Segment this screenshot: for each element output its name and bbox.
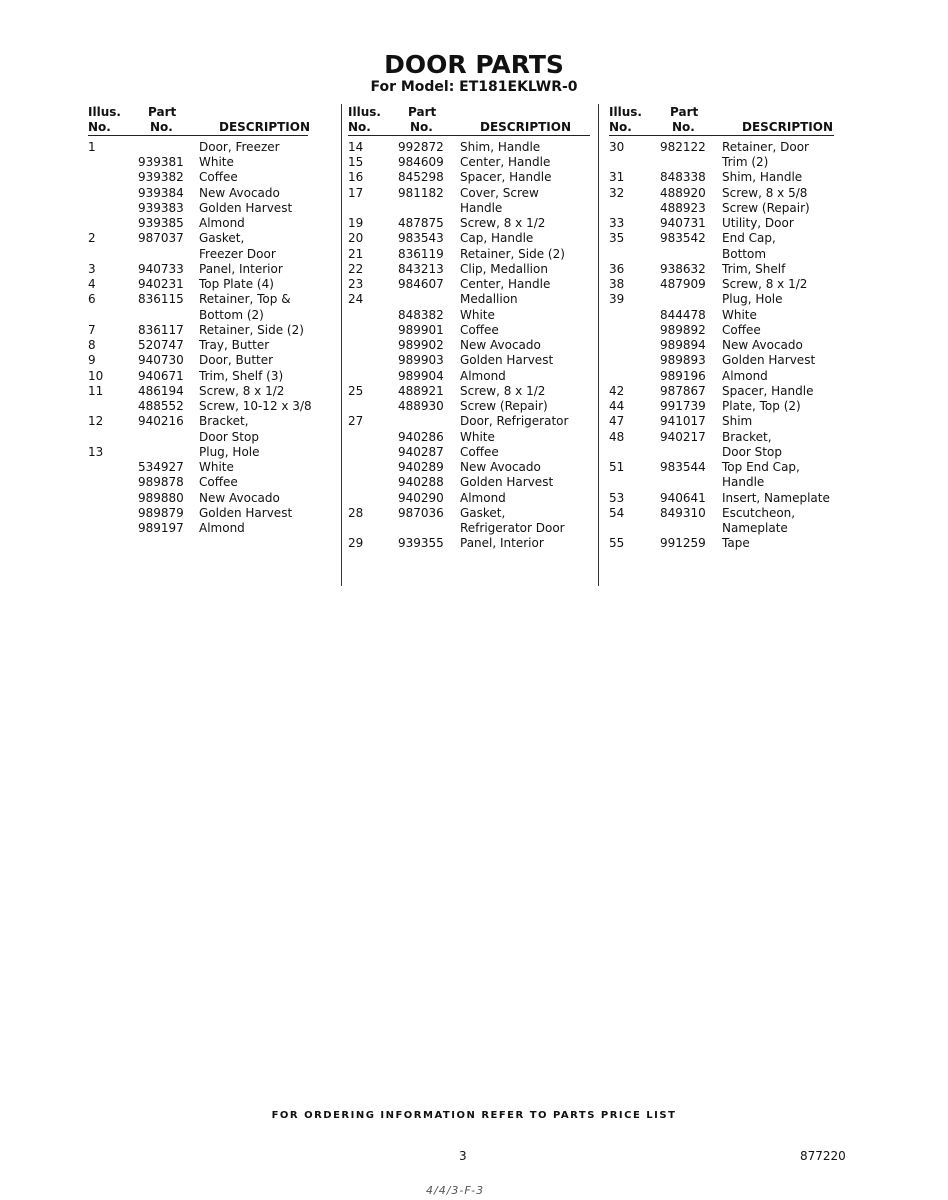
part-number: 991739: [660, 399, 706, 414]
part-number: 989903: [398, 353, 444, 368]
part-number: 849310: [660, 505, 706, 520]
part-number: 940286: [398, 429, 444, 444]
model-subtitle: For Model: ET181EKLWR-0: [370, 79, 578, 95]
part-number: 989901: [398, 322, 444, 337]
illus-number: 10: [88, 368, 104, 383]
illus-number: 19: [348, 216, 364, 231]
part-description: Bottom (2): [199, 307, 264, 322]
illus-number: 32: [609, 185, 625, 200]
illus-number: 20: [348, 231, 364, 246]
ordering-footer: FOR ORDERING INFORMATION REFER TO PARTS PRICE LIST: [271, 1110, 677, 1121]
description-header: DESCRIPTION: [742, 120, 834, 134]
part-number: 836117: [138, 322, 184, 337]
part-number: 848338: [660, 170, 706, 185]
part-number: 939383: [138, 200, 184, 215]
illus-number: 15: [348, 155, 364, 170]
part-number: 940216: [138, 414, 184, 429]
part-description: Retainer, Door: [722, 140, 809, 154]
part-description: End Cap,: [722, 231, 776, 246]
illus-number: 25: [348, 383, 364, 398]
header-rule: [609, 135, 834, 136]
part-number: 989880: [138, 490, 184, 505]
part-description: Clip, Medallion: [460, 261, 548, 276]
part-number: 843213: [398, 261, 444, 276]
illus-number: 55: [609, 536, 625, 551]
part-description: Door, Refrigerator: [460, 414, 569, 429]
illus-number: 21: [348, 246, 364, 261]
part-number: 845298: [398, 170, 444, 185]
part-number: 938632: [660, 261, 706, 276]
part-description: White: [199, 460, 234, 475]
part-description: Center, Handle: [460, 155, 551, 170]
part-description: Golden Harvest: [460, 475, 554, 490]
illus-number: 3: [88, 261, 96, 276]
illus-number: 28: [348, 505, 364, 520]
part-description: Golden Harvest: [460, 353, 554, 368]
part-description: Trim, Shelf: [722, 261, 786, 276]
part-description: Golden Harvest: [722, 353, 816, 368]
part-description: Plug, Hole: [199, 444, 260, 459]
part-number: 488930: [398, 399, 444, 414]
illus-number: 42: [609, 383, 625, 398]
part-description: Almond: [199, 521, 245, 535]
illus-number: 4: [88, 277, 96, 292]
part-header: No.: [672, 120, 695, 134]
part-description: Retainer, Side (2): [460, 246, 565, 261]
page-number: 3: [459, 1149, 467, 1163]
part-number: 487875: [398, 216, 444, 231]
part-number: 940288: [398, 475, 444, 490]
part-description: Refrigerator Door: [460, 521, 565, 535]
part-number: 989196: [660, 368, 706, 383]
part-description: Retainer, Side (2): [199, 322, 304, 337]
part-description: Cover, Screw: [460, 185, 539, 200]
part-number: 987036: [398, 505, 444, 520]
part-description: Almond: [722, 368, 768, 383]
part-description: Bracket,: [722, 429, 772, 444]
part-number: 940287: [398, 444, 444, 459]
part-number: 940730: [138, 353, 184, 368]
part-number: 941017: [660, 414, 706, 429]
part-number: 488923: [660, 200, 706, 215]
part-description: Door Stop: [722, 444, 782, 459]
illus-number: 16: [348, 170, 364, 185]
part-description: Almond: [460, 368, 506, 383]
part-description: Trim (2): [722, 155, 769, 170]
illus-number: 51: [609, 460, 625, 475]
part-description: Spacer, Handle: [460, 170, 552, 185]
part-description: Bracket,: [199, 414, 249, 429]
illus-number: 12: [88, 414, 104, 429]
illus-number: 47: [609, 414, 625, 429]
part-number: 940231: [138, 277, 184, 292]
part-description: Insert, Nameplate: [722, 490, 830, 505]
part-description: Screw, 8 x 1/2: [199, 383, 285, 398]
illus-number: 33: [609, 216, 625, 231]
illus-number: 7: [88, 322, 96, 337]
part-number: 940290: [398, 490, 444, 505]
part-number: 989879: [138, 505, 184, 520]
part-number: 844478: [660, 307, 706, 322]
part-number: 487909: [660, 277, 706, 292]
illus-number: 27: [348, 414, 364, 429]
part-number: 983543: [398, 231, 444, 246]
part-number: 940641: [660, 490, 706, 505]
document-number: 877220: [800, 1149, 846, 1163]
part-number: 984609: [398, 155, 444, 170]
part-description: Golden Harvest: [199, 505, 293, 520]
part-number: 848382: [398, 307, 444, 322]
part-description: Trim, Shelf (3): [199, 368, 284, 383]
part-description: Gasket,: [199, 231, 245, 246]
illus-header: Illus.: [609, 105, 642, 119]
page-title: DOOR PARTS: [384, 50, 564, 79]
part-description: Panel, Interior: [460, 536, 544, 551]
illus-number: 54: [609, 505, 625, 520]
part-description: New Avocado: [199, 185, 280, 200]
part-description: Golden Harvest: [199, 200, 293, 215]
illus-header: Illus.: [88, 105, 121, 119]
part-description: Coffee: [199, 475, 238, 490]
part-description: Handle: [460, 200, 503, 215]
part-number: 987037: [138, 231, 184, 246]
part-number: 940671: [138, 368, 184, 383]
description-header: DESCRIPTION: [480, 120, 572, 134]
part-number: 989197: [138, 521, 184, 535]
part-number: 983542: [660, 231, 706, 246]
part-description: White: [199, 155, 234, 170]
part-header: No.: [150, 120, 173, 134]
part-description: Retainer, Top &: [199, 292, 291, 307]
part-number: 486194: [138, 383, 184, 398]
part-description: Panel, Interior: [199, 261, 283, 276]
part-description: Door Stop: [199, 429, 259, 444]
illus-number: 17: [348, 185, 364, 200]
part-number: 987867: [660, 383, 706, 398]
part-number: 488921: [398, 383, 444, 398]
part-header: No.: [410, 120, 433, 134]
part-number: 534927: [138, 460, 184, 475]
part-number: 989902: [398, 338, 444, 353]
part-description: Shim, Handle: [460, 140, 541, 154]
part-number: 982122: [660, 140, 706, 154]
part-description: New Avocado: [460, 460, 541, 475]
part-description: Freezer Door: [199, 246, 276, 261]
part-header: Part: [408, 105, 437, 119]
part-description: Top Plate (4): [199, 277, 274, 292]
part-number: 940217: [660, 429, 706, 444]
part-description: Screw (Repair): [460, 399, 548, 414]
illus-number: 1: [88, 140, 96, 154]
part-description: White: [460, 429, 495, 444]
illus-number: 14: [348, 140, 364, 154]
part-number: 939355: [398, 536, 444, 551]
part-description: Screw, 8 x 1/2: [460, 216, 546, 231]
column-divider: [598, 104, 599, 586]
part-description: Shim, Handle: [722, 170, 803, 185]
part-number: 992872: [398, 140, 444, 154]
part-description: New Avocado: [199, 490, 280, 505]
part-number: 989892: [660, 322, 706, 337]
illus-number: 31: [609, 170, 625, 185]
part-description: Screw, 8 x 1/2: [460, 383, 546, 398]
part-description: New Avocado: [460, 338, 541, 353]
description-header: DESCRIPTION: [219, 120, 311, 134]
part-description: Medallion: [460, 292, 518, 307]
part-description: Almond: [199, 216, 245, 231]
part-description: Plate, Top (2): [722, 399, 801, 414]
part-description: Cap, Handle: [460, 231, 534, 246]
part-description: White: [722, 307, 757, 322]
part-description: Tape: [722, 536, 750, 551]
illus-number: 36: [609, 261, 625, 276]
part-description: Coffee: [199, 170, 238, 185]
illus-number: 53: [609, 490, 625, 505]
illus-number: 38: [609, 277, 625, 292]
part-description: Coffee: [460, 444, 499, 459]
part-number: 989878: [138, 475, 184, 490]
part-number: 940731: [660, 216, 706, 231]
illus-number: 6: [88, 292, 96, 307]
part-description: Screw, 8 x 5/8: [722, 185, 808, 200]
part-number: 940289: [398, 460, 444, 475]
illus-number: 24: [348, 292, 364, 307]
part-number: 983544: [660, 460, 706, 475]
part-number: 520747: [138, 338, 184, 353]
illus-number: 13: [88, 444, 104, 459]
part-number: 989904: [398, 368, 444, 383]
part-number: 981182: [398, 185, 444, 200]
illus-number: 2: [88, 231, 96, 246]
illus-header: No.: [348, 120, 371, 134]
part-description: Handle: [722, 475, 765, 490]
column-divider: [341, 104, 342, 586]
part-description: Tray, Butter: [199, 338, 270, 353]
part-number: 488920: [660, 185, 706, 200]
illus-number: 9: [88, 353, 96, 368]
part-description: Top End Cap,: [722, 460, 800, 475]
part-number: 939385: [138, 216, 184, 231]
part-number: 991259: [660, 536, 706, 551]
part-number: 984607: [398, 277, 444, 292]
part-description: Shim: [722, 414, 753, 429]
illus-header: No.: [609, 120, 632, 134]
part-description: Door, Freezer: [199, 140, 280, 154]
illus-number: 11: [88, 383, 104, 398]
illus-number: 30: [609, 140, 625, 154]
part-description: Center, Handle: [460, 277, 551, 292]
part-number: 488552: [138, 399, 184, 414]
header-rule: [348, 135, 590, 136]
part-number: 939381: [138, 155, 184, 170]
header-rule: [88, 135, 308, 136]
illus-number: 48: [609, 429, 625, 444]
part-number: 836115: [138, 292, 184, 307]
illus-number: 22: [348, 261, 364, 276]
illus-number: 23: [348, 277, 364, 292]
part-number: 939384: [138, 185, 184, 200]
part-description: Almond: [460, 490, 506, 505]
part-description: Nameplate: [722, 521, 788, 535]
part-description: White: [460, 307, 495, 322]
handwritten-note: 4/4/3-F-3: [426, 1184, 485, 1197]
part-description: Plug, Hole: [722, 292, 783, 307]
part-description: Gasket,: [460, 505, 506, 520]
illus-header: No.: [88, 120, 111, 134]
part-description: Screw, 8 x 1/2: [722, 277, 808, 292]
part-number: 989894: [660, 338, 706, 353]
part-description: Utility, Door: [722, 216, 794, 231]
illus-number: 8: [88, 338, 96, 353]
illus-header: Illus.: [348, 105, 381, 119]
part-description: Coffee: [460, 322, 499, 337]
illus-number: 35: [609, 231, 625, 246]
part-description: Escutcheon,: [722, 505, 796, 520]
illus-number: 29: [348, 536, 364, 551]
illus-number: 39: [609, 292, 625, 307]
part-number: 836119: [398, 246, 444, 261]
part-description: Bottom: [722, 246, 767, 261]
part-number: 989893: [660, 353, 706, 368]
part-number: 939382: [138, 170, 184, 185]
part-description: Coffee: [722, 322, 761, 337]
part-description: New Avocado: [722, 338, 803, 353]
illus-number: 44: [609, 399, 625, 414]
part-header: Part: [148, 105, 177, 119]
part-header: Part: [670, 105, 699, 119]
part-description: Screw (Repair): [722, 200, 810, 215]
part-description: Door, Butter: [199, 353, 274, 368]
part-description: Spacer, Handle: [722, 383, 814, 398]
part-description: Screw, 10-12 x 3/8: [199, 399, 312, 414]
part-number: 940733: [138, 261, 184, 276]
